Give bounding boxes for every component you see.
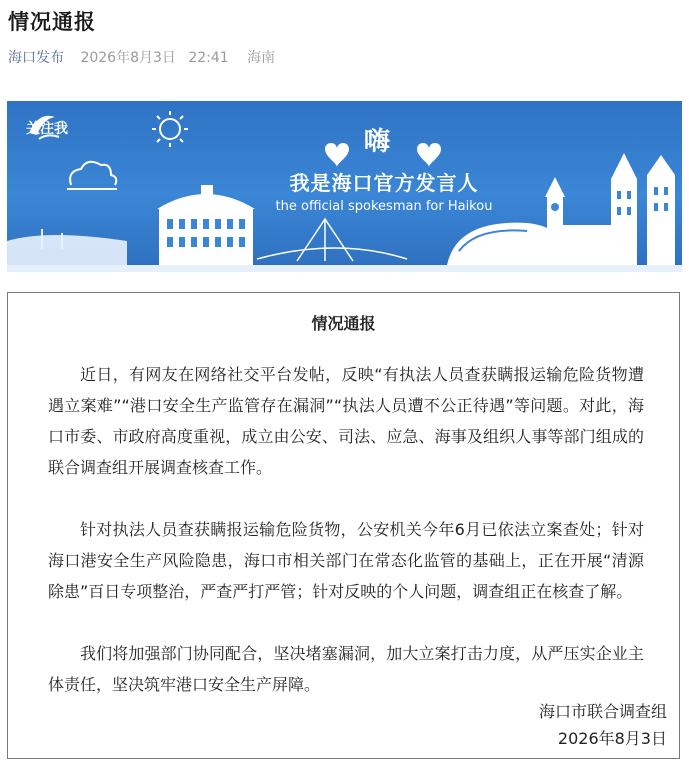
banner-image bbox=[7, 101, 682, 272]
signature-org: 海口市联合调查组 bbox=[538, 702, 667, 721]
signature-block bbox=[539, 698, 667, 752]
publish-location: 海南 bbox=[247, 50, 276, 66]
banner-slogan-en: the official spokesman for Haikou bbox=[275, 199, 493, 214]
banner-slogan-cn: 我是海口官方发言人 bbox=[289, 171, 479, 195]
signature-date: 2026年8月3日 bbox=[557, 729, 667, 748]
cloud-icon bbox=[67, 162, 117, 189]
notice-heading: 情况通报 bbox=[311, 314, 376, 333]
follow-label: 关注我 bbox=[26, 121, 68, 137]
swoosh-icon bbox=[25, 111, 61, 145]
sun-icon bbox=[152, 111, 188, 147]
notice-box bbox=[7, 292, 680, 759]
heart-icon-right bbox=[417, 143, 441, 167]
follow-me-badge bbox=[25, 111, 68, 145]
notice-body bbox=[48, 359, 644, 731]
article-title: 情况通报 bbox=[8, 10, 96, 34]
notice-paragraph-1: 近日，有网友在网络社交平台发帖，反映“有执法人员查获瞒报运输危险货物遭遇立案难”“港口安全生产监管存在漏洞”“执法人员遭不公正待遇”等问题。对此，海口市委、市政府高度重视，成立由公安、司法、应急、海事及组织人事等部门组成的联合调查组开展调查核查工作。 bbox=[48, 365, 644, 477]
article-meta bbox=[8, 47, 275, 67]
notice-paragraph-3: 我们将加强部门协同配合，坚决堵塞漏洞，加大立案打击力度，从严压实企业主体责任，坚决筑牢港口安全生产屏障。 bbox=[48, 644, 644, 694]
publish-date: 2026年8月3日 bbox=[80, 50, 176, 66]
account-name-link[interactable]: 海口发布 bbox=[8, 50, 64, 66]
publish-time: 22:41 bbox=[188, 50, 229, 66]
notice-paragraph-2: 针对执法人员查获瞒报运输危险货物，公安机关今年6月已依法立案查处；针对海口港安全生产风险隐患，海口市相关部门在常态化监管的基础上，正在开展“清源除患”百日专项整治，严查严打严管；针对反映的个人问题，调查组正在核查了解。 bbox=[48, 520, 644, 601]
heart-icon-left bbox=[325, 143, 349, 167]
banner-hi-text: 嗨 bbox=[363, 127, 390, 157]
